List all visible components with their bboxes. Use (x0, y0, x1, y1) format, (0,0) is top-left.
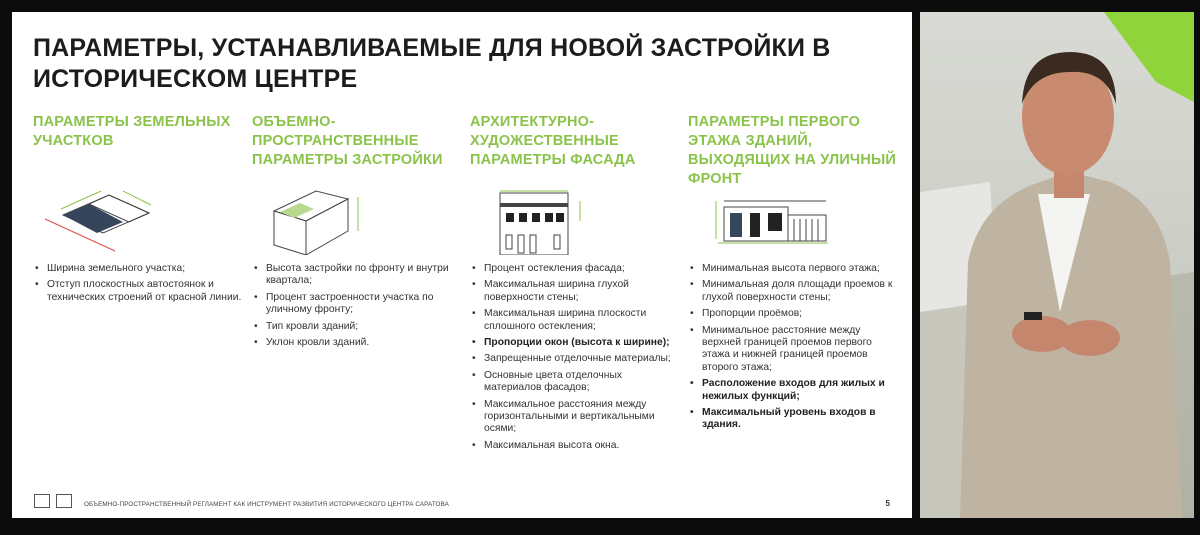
list-item: • Отступ плоскостных автостоянок и технических строений от красной линии. (33, 279, 245, 304)
column-facade-parameters (470, 113, 682, 451)
presentation-slide (12, 12, 912, 518)
column-ground-floor (688, 113, 900, 431)
column-heading: ПАРАМЕТРЫ ЗЕМЕЛЬНЫХ УЧАСТКОВ (33, 114, 231, 149)
speaker-figure (920, 12, 1194, 518)
footer-logos (34, 494, 72, 508)
list-item: • Запрещенные отделочные материалы; (470, 353, 682, 365)
parameters-list (688, 263, 900, 436)
list-item: • Максимальная ширина плоскости сплошного остекления; (470, 308, 682, 333)
list-item: • Пропорции проёмов; (688, 308, 900, 320)
list-item: • Высота застройки по фронту и внутри квартала; (252, 263, 464, 288)
page-number: 5 (885, 499, 890, 508)
list-item: • Пропорции окон (высота к ширине); (470, 337, 682, 349)
parameters-list (252, 263, 464, 353)
column-heading: АРХИТЕКТУРНО-ХУДОЖЕСТВЕННЫЕ ПАРАМЕТРЫ ФАСАДА (470, 114, 636, 168)
list-item: • Тип кровли зданий; (252, 321, 464, 333)
ground-floor-icon (688, 185, 900, 255)
list-item: • Уклон кровли зданий. (252, 337, 464, 349)
list-item: • Расположение входов для жилых и нежилых функций; (688, 378, 900, 403)
list-item: • Основные цвета отделочных материалов фасадов; (470, 370, 682, 395)
list-item: • Минимальная доля площади проемов к глухой поверхности стены; (688, 279, 900, 304)
list-item: • Максимальная высота окна. (470, 440, 682, 452)
building-volume-icon (252, 185, 464, 255)
list-item: • Процент застроенности участка по уличному фронту; (252, 292, 464, 317)
footer-text: ОБЪЕМНО-ПРОСТРАНСТВЕННЫЙ РЕГЛАМЕНТ КАК ИНСТРУМЕНТ РАЗВИТИЯ ИСТОРИЧЕСКОГО ЦЕНТРА САРАТОВА (84, 501, 449, 508)
column-heading: ОБЪЕМНО-ПРОСТРАНСТВЕННЫЕ ПАРАМЕТРЫ ЗАСТРОЙКИ (252, 114, 443, 168)
land-plot-icon (33, 185, 245, 255)
logo-icon (34, 494, 50, 508)
emblem-icon (56, 494, 72, 508)
list-item: • Максимальная ширина глухой поверхности стены; (470, 279, 682, 304)
column-heading: ПАРАМЕТРЫ ПЕРВОГО ЭТАЖА ЗДАНИЙ, ВЫХОДЯЩИХ НА УЛИЧНЫЙ ФРОНТ (688, 114, 897, 187)
list-item: • Минимальное расстояние между верхней границей проемов первого этажа и нижней границей проемов второго этажа; (688, 325, 900, 375)
speaker-video (920, 12, 1194, 518)
column-volume-parameters (252, 113, 464, 349)
list-item: • Максимальный уровень входов в здания. (688, 407, 900, 432)
list-item: • Минимальная высота первого этажа; (688, 263, 900, 275)
column-land-plots (33, 113, 245, 303)
parameters-list (33, 263, 245, 308)
slide-title: ПАРАМЕТРЫ, УСТАНАВЛИВАЕМЫЕ ДЛЯ НОВОЙ ЗАСТРОЙКИ В ИСТОРИЧЕСКОМ ЦЕНТРЕ (33, 34, 831, 93)
list-item: • Максимальное расстояния между горизонтальными и вертикальными осями; (470, 399, 682, 436)
parameters-list (470, 263, 682, 456)
list-item: • Ширина земельного участка; (33, 263, 245, 275)
facade-icon (470, 185, 682, 255)
list-item: • Процент остекления фасада; (470, 263, 682, 275)
